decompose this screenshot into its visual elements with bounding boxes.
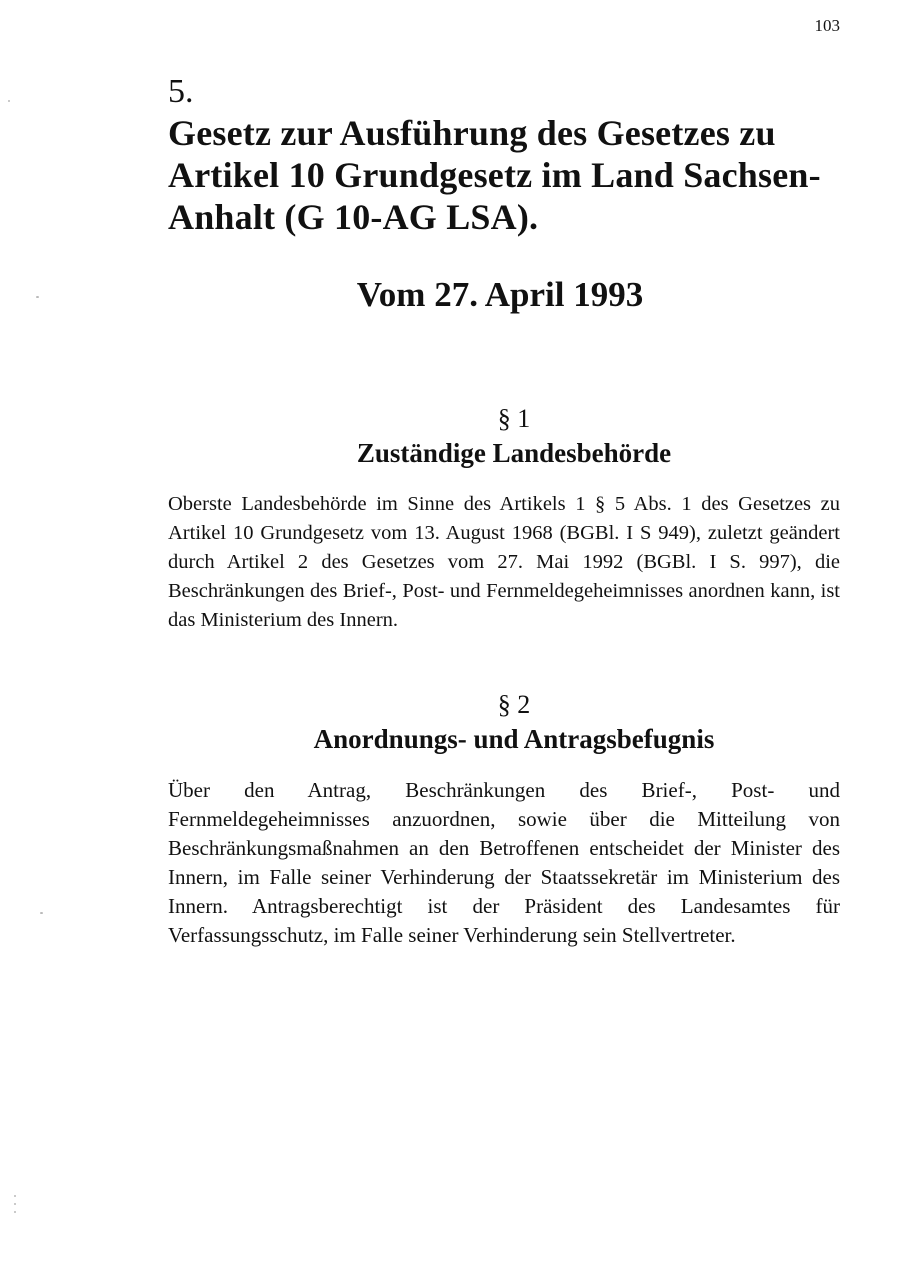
section-1 [168, 402, 840, 635]
section-number: § 1 [497, 404, 531, 433]
section-body: Oberste Landesbehörde im Sinne des Artikels 1 § 5 Abs. 1 des Gesetzes zu Artikel 10 Grundgesetz vom 13. August 1968 (BGBl. I S 949), zuletzt geändert durch Artikel 2 des Gesetzes vom 27. Mai 1992 (BGBl. I S. 997), die Beschränkungen des Brief-, Post- und Fernmeldegeheimnisses anordnen kann, ist das Ministerium des Innern. [168, 493, 840, 631]
scan-speck [8, 100, 10, 102]
scan-speck [14, 1203, 16, 1205]
document-title: Gesetz zur Ausführung des Gesetzes zu Artikel 10 Grundgesetz im Land Sachsen-Anhalt (G 10-AG LSA). [168, 113, 821, 237]
page-number: 103 [814, 16, 840, 35]
scan-speck [40, 912, 43, 914]
section-number: § 2 [497, 690, 531, 719]
section-heading: Anordnungs- und Antragsbefugnis [313, 724, 715, 754]
scan-speck [14, 1195, 16, 1197]
scan-speck [36, 296, 39, 298]
document-date: Vom 27. April 1993 [356, 275, 644, 314]
document-number: 5. [168, 73, 194, 110]
scan-speck [14, 1211, 16, 1213]
section-body: Über den Antrag, Beschränkungen des Brief-, Post- und Fernmeldegeheimnisses anzuordnen, sowie über die Mitteilung von Beschränkungsmaßnahmen an den Betroffenen entscheidet der Minister des Innern, im Falle seiner Verhinderung der Staatssekretär im Ministerium des Innern. Antragsberechtigt ist der Präsident des Landesamtes für Verfassungsschutz, im Falle seiner Verhinderung sein Stellvertreter. [168, 778, 840, 947]
section-2 [168, 688, 840, 950]
section-heading: Zuständige Landesbehörde [356, 438, 672, 468]
